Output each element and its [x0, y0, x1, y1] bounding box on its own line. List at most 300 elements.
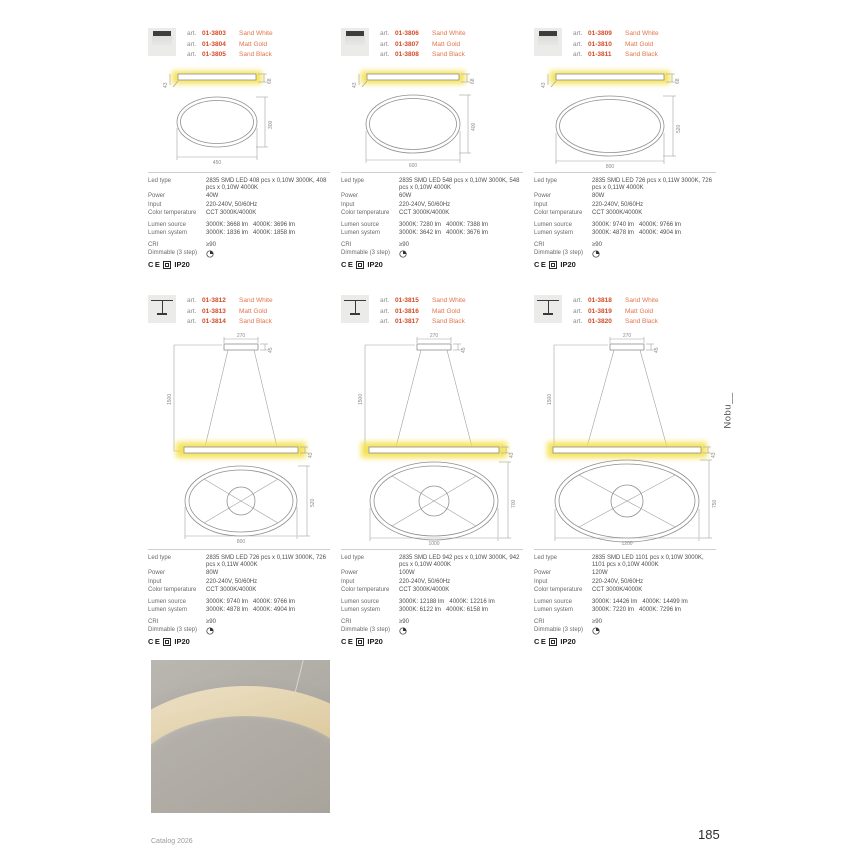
svg-text:520: 520 — [676, 124, 682, 133]
article-finish: Sand Black — [432, 51, 465, 58]
spec-value: 220-240V, 50/60Hz — [206, 201, 258, 208]
catalog-footer: Catalog 2026 — [151, 838, 193, 845]
spec-row — [148, 222, 330, 229]
article-list — [187, 295, 273, 328]
ring-inner-glow — [151, 716, 330, 813]
spec-value: 3000K: 7220 lm 4000K: 7296 lm — [592, 607, 682, 613]
ceiling-mount-icon — [341, 28, 369, 56]
spec-label: Color temperature — [148, 210, 197, 216]
collection-name: Nobu__ — [722, 392, 734, 429]
spec-label: Input — [534, 578, 548, 585]
spec-row — [341, 587, 523, 594]
spec-label: Led type — [341, 178, 365, 184]
article-row — [380, 29, 466, 40]
spec-label: Power — [341, 193, 359, 199]
article-code: 01-3809 — [588, 30, 612, 37]
article-finish: Sand Black — [432, 318, 465, 325]
class2-insulation-icon — [549, 638, 557, 646]
spec-label: Input — [341, 578, 355, 585]
spec-label: Lumen system — [341, 607, 381, 613]
article-row — [573, 29, 659, 40]
spec-value: CCT 3000K/4000K — [206, 210, 257, 216]
spec-value: CCT 3000K/4000K — [399, 587, 450, 593]
spec-label: Input — [148, 201, 162, 208]
spec-label: Lumen system — [534, 607, 574, 613]
svg-text:270: 270 — [236, 333, 246, 339]
spec-row — [534, 555, 716, 568]
spec-table — [534, 549, 716, 646]
svg-text:700: 700 — [511, 499, 517, 508]
spec-value: 3000K: 14426 lm 4000K: 14499 lm — [592, 598, 688, 605]
spec-label: Lumen source — [341, 221, 380, 228]
spec-value: ≥90 — [399, 618, 409, 625]
spec-row — [534, 579, 716, 586]
spec-value: 3000K: 7280 lm 4000K: 7388 lm — [399, 221, 489, 228]
article-row — [380, 307, 466, 318]
article-finish: Sand Black — [239, 318, 272, 325]
product-cell — [148, 28, 341, 271]
article-code: 01-3806 — [395, 30, 419, 37]
svg-text:43: 43 — [308, 452, 314, 458]
art-label: art. — [187, 318, 197, 325]
pendant-mount-icon — [341, 295, 369, 323]
spec-value: 80W — [592, 193, 605, 199]
spec-value: ≥90 — [206, 618, 216, 625]
svg-text:43: 43 — [509, 452, 515, 458]
spec-row — [534, 242, 716, 249]
spec-value: 60W — [399, 193, 412, 199]
svg-text:750: 750 — [712, 499, 718, 508]
spec-row — [148, 242, 330, 249]
product-cell — [148, 295, 341, 648]
art-label: art. — [573, 318, 583, 325]
article-finish: Sand White — [432, 30, 466, 37]
spec-row — [341, 607, 523, 614]
spec-row — [341, 230, 523, 237]
article-row — [380, 317, 466, 328]
spec-label: Color temperature — [341, 587, 390, 593]
article-code: 01-3818 — [588, 297, 612, 304]
art-label: art. — [380, 51, 390, 58]
spec-row — [534, 607, 716, 614]
article-finish: Sand Black — [239, 51, 272, 58]
article-row — [380, 296, 466, 307]
spec-label: Power — [341, 570, 359, 576]
article-row — [187, 317, 273, 328]
spec-value: 220-240V, 50/60Hz — [399, 578, 451, 585]
ce-mark-icon: CE — [148, 636, 162, 646]
product-cell — [534, 28, 727, 271]
art-label: art. — [573, 30, 583, 37]
spec-label: Lumen source — [148, 598, 187, 605]
spec-label: CRI — [341, 618, 352, 625]
spec-label: Input — [534, 201, 548, 208]
spec-row — [341, 250, 523, 258]
ip-rating: IP20 — [560, 636, 576, 646]
certifications — [534, 638, 716, 646]
spec-row — [534, 210, 716, 217]
spec-row — [534, 178, 716, 191]
article-code: 01-3803 — [202, 30, 226, 37]
spec-label: Dimmable (3 step) — [341, 250, 391, 256]
svg-text:43: 43 — [541, 82, 547, 88]
svg-text:1500: 1500 — [167, 393, 173, 405]
svg-text:45: 45 — [268, 347, 274, 353]
article-code: 01-3811 — [588, 51, 612, 58]
svg-text:800: 800 — [605, 164, 615, 170]
art-label: art. — [573, 40, 583, 48]
spec-value: 120W — [592, 570, 608, 576]
class2-insulation-icon — [549, 261, 557, 269]
dimmable-icon — [206, 250, 330, 258]
svg-text:1500: 1500 — [358, 393, 364, 405]
spec-label: Led type — [534, 178, 558, 184]
spec-value: 2835 SMD LED 548 pcs x 0,10W 3000K, 548 pcs x 0,10W 4000K — [399, 178, 522, 191]
spec-label: Power — [148, 570, 166, 576]
svg-text:68: 68 — [267, 78, 273, 84]
spec-row — [534, 202, 716, 209]
spec-label: Led type — [534, 555, 558, 561]
art-label: art. — [187, 30, 197, 37]
spec-label: Color temperature — [534, 210, 583, 216]
technical-drawing — [148, 331, 341, 547]
spec-label: CRI — [534, 618, 545, 625]
spec-row — [341, 619, 523, 626]
spec-row — [148, 599, 330, 606]
spec-value: 2835 SMD LED 942 pcs x 0,10W 3000K, 942 pcs x 0,10W 4000K — [399, 555, 522, 568]
ce-mark-icon: CE — [534, 636, 548, 646]
technical-drawing — [534, 331, 727, 547]
spec-row — [148, 193, 330, 200]
art-label: art. — [187, 297, 197, 304]
article-list — [380, 28, 466, 61]
article-code: 01-3807 — [395, 40, 419, 48]
spec-row — [341, 202, 523, 209]
spec-label: Dimmable (3 step) — [534, 250, 584, 256]
spec-row — [534, 627, 716, 635]
article-finish: Sand White — [239, 30, 273, 37]
article-row — [573, 40, 659, 51]
spec-label: Lumen source — [341, 598, 380, 605]
spec-value: CCT 3000K/4000K — [592, 587, 643, 593]
certifications — [148, 638, 330, 646]
article-code: 01-3810 — [588, 40, 612, 48]
spec-row — [341, 193, 523, 200]
svg-text:68: 68 — [675, 78, 681, 84]
art-label: art. — [187, 51, 197, 58]
article-code: 01-3820 — [588, 318, 612, 325]
spec-row — [534, 619, 716, 626]
spec-row — [148, 607, 330, 614]
pendant-mount-icon — [148, 295, 176, 323]
art-label: art. — [187, 307, 197, 315]
spec-label: Lumen source — [534, 598, 573, 605]
ce-mark-icon: CE — [534, 259, 548, 269]
spec-label: Dimmable (3 step) — [341, 627, 391, 633]
certifications — [148, 261, 330, 269]
class2-insulation-icon — [356, 638, 364, 646]
article-finish: Matt Gold — [625, 40, 654, 48]
svg-text:1200: 1200 — [621, 541, 633, 547]
spec-label: Led type — [148, 555, 172, 561]
dimmable-icon — [206, 627, 330, 635]
dimmable-icon — [399, 627, 523, 635]
spec-row — [341, 570, 523, 577]
class2-insulation-icon — [356, 261, 364, 269]
class2-insulation-icon — [163, 638, 171, 646]
spec-table — [341, 172, 523, 269]
spec-label: Color temperature — [341, 210, 390, 216]
spec-table — [534, 172, 716, 269]
art-label: art. — [380, 297, 390, 304]
spec-row — [148, 619, 330, 626]
article-list — [187, 28, 273, 61]
article-finish: Matt Gold — [239, 40, 268, 48]
article-code: 01-3819 — [588, 307, 612, 315]
article-row — [380, 50, 466, 61]
article-finish: Sand Black — [625, 51, 658, 58]
article-code: 01-3815 — [395, 297, 419, 304]
ip-rating: IP20 — [367, 259, 383, 269]
spec-label: Lumen source — [148, 221, 187, 228]
spec-value: 3000K: 6122 lm 4000K: 6158 lm — [399, 607, 489, 613]
spec-row — [341, 579, 523, 586]
ce-mark-icon: CE — [341, 259, 355, 269]
spec-row — [341, 242, 523, 249]
spec-row — [148, 627, 330, 635]
spec-value: ≥90 — [592, 241, 602, 248]
spec-label: CRI — [148, 618, 159, 625]
spec-value: 2835 SMD LED 726 pcs x 0,11W 3000K, 726 pcs x 0,11W 4000K — [592, 178, 714, 191]
art-label: art. — [573, 51, 583, 58]
certifications — [341, 638, 523, 646]
product-cell — [534, 295, 727, 648]
spec-row — [341, 210, 523, 217]
spec-row — [534, 222, 716, 229]
ceiling-mount-icon — [148, 28, 176, 56]
spec-value: 100W — [399, 570, 415, 576]
spec-row — [534, 599, 716, 606]
article-code: 01-3804 — [202, 40, 226, 48]
spec-label: Lumen system — [148, 230, 188, 236]
article-list — [380, 295, 466, 328]
svg-text:45: 45 — [461, 347, 467, 353]
spec-value: CCT 3000K/4000K — [592, 210, 643, 216]
article-row — [380, 40, 466, 51]
svg-text:270: 270 — [429, 333, 439, 339]
spec-label: Power — [534, 570, 552, 576]
spec-value: 3000K: 9740 lm 4000K: 9766 lm — [206, 598, 296, 605]
spec-label: Lumen system — [534, 230, 574, 236]
article-row — [573, 296, 659, 307]
art-label: art. — [380, 318, 390, 325]
article-finish: Sand Black — [625, 318, 658, 325]
art-label: art. — [380, 40, 390, 48]
certifications — [341, 261, 523, 269]
article-code: 01-3816 — [395, 307, 419, 315]
spec-value: 3000K: 1836 lm 4000K: 1858 lm — [206, 230, 296, 236]
spec-row — [341, 555, 523, 568]
ce-mark-icon: CE — [148, 259, 162, 269]
spec-row — [341, 627, 523, 635]
svg-text:45: 45 — [654, 347, 660, 353]
spec-row — [534, 230, 716, 237]
spec-table — [148, 549, 330, 646]
spec-value: 2835 SMD LED 1101 pcs x 0,10W 3000K, 1101 pcs x 0,10W 4000K — [592, 555, 706, 568]
ip-rating: IP20 — [174, 636, 190, 646]
spec-label: Led type — [341, 555, 365, 561]
svg-text:43: 43 — [711, 452, 717, 458]
spec-row — [341, 222, 523, 229]
spec-row — [148, 587, 330, 594]
svg-text:68: 68 — [470, 78, 476, 84]
spec-label: Color temperature — [148, 587, 197, 593]
spec-label: Led type — [148, 178, 172, 184]
article-code: 01-3805 — [202, 51, 226, 58]
article-list — [573, 295, 659, 328]
art-label: art. — [380, 307, 390, 315]
spec-value: 3000K: 4878 lm 4000K: 4904 lm — [592, 230, 682, 236]
spec-value: ≥90 — [592, 618, 602, 625]
spec-label: Input — [341, 201, 355, 208]
spec-value: 80W — [206, 570, 219, 576]
article-finish: Sand White — [239, 297, 273, 304]
article-finish: Sand White — [432, 297, 466, 304]
page-number: 185 — [698, 827, 720, 842]
article-code: 01-3814 — [202, 318, 226, 325]
article-finish: Matt Gold — [432, 40, 461, 48]
dimmable-icon — [592, 627, 716, 635]
ceiling-mount-icon — [534, 28, 562, 56]
spec-label: Power — [534, 193, 552, 199]
spec-row — [148, 202, 330, 209]
article-row — [187, 307, 273, 318]
spec-label: Input — [148, 578, 162, 585]
dimmable-icon — [399, 250, 523, 258]
spec-value: CCT 3000K/4000K — [206, 587, 257, 593]
spec-row — [148, 178, 330, 191]
spec-row — [534, 587, 716, 594]
svg-text:520: 520 — [310, 498, 316, 507]
spec-row — [148, 570, 330, 577]
spec-label: CRI — [341, 241, 352, 248]
spec-value: 220-240V, 50/60Hz — [399, 201, 451, 208]
article-code: 01-3813 — [202, 307, 226, 315]
spec-value: 220-240V, 50/60Hz — [206, 578, 258, 585]
spec-value: CCT 3000K/4000K — [399, 210, 450, 216]
spec-row — [148, 230, 330, 237]
spec-label: Dimmable (3 step) — [148, 627, 198, 633]
spec-label: Power — [148, 193, 166, 199]
article-list — [573, 28, 659, 61]
certifications — [534, 261, 716, 269]
article-row — [187, 296, 273, 307]
spec-table — [341, 549, 523, 646]
pendant-mount-icon — [534, 295, 562, 323]
spec-value: 220-240V, 50/60Hz — [592, 578, 644, 585]
article-code: 01-3817 — [395, 318, 419, 325]
spec-label: Lumen source — [534, 221, 573, 228]
svg-text:270: 270 — [622, 333, 632, 339]
spec-value: ≥90 — [399, 241, 409, 248]
spec-row — [341, 599, 523, 606]
article-finish: Sand White — [625, 297, 659, 304]
spec-label: Lumen system — [341, 230, 381, 236]
spec-row — [534, 193, 716, 200]
art-label: art. — [573, 307, 583, 315]
svg-text:400: 400 — [471, 122, 477, 131]
spec-table — [148, 172, 330, 269]
technical-drawing — [341, 331, 534, 547]
article-row — [573, 50, 659, 61]
spec-label: Lumen system — [148, 607, 188, 613]
ip-rating: IP20 — [367, 636, 383, 646]
product-photo — [151, 660, 330, 813]
spec-label: CRI — [148, 241, 159, 248]
spec-row — [148, 250, 330, 258]
svg-text:300: 300 — [268, 120, 274, 129]
art-label: art. — [380, 30, 390, 37]
article-finish: Sand White — [625, 30, 659, 37]
spec-value: ≥90 — [206, 241, 216, 248]
svg-text:43: 43 — [352, 82, 358, 88]
article-finish: Matt Gold — [625, 307, 654, 315]
article-row — [187, 40, 273, 51]
technical-drawing — [534, 64, 727, 170]
art-label: art. — [573, 297, 583, 304]
dimmable-icon — [592, 250, 716, 258]
article-code: 01-3808 — [395, 51, 419, 58]
spec-row — [148, 579, 330, 586]
spec-value: 3000K: 9740 lm 4000K: 9766 lm — [592, 221, 682, 228]
spec-row — [534, 570, 716, 577]
spec-value: 2835 SMD LED 408 pcs x 0,10W 3000K, 408 pcs x 0,10W 4000K — [206, 178, 329, 191]
ip-rating: IP20 — [174, 259, 190, 269]
spec-row — [534, 250, 716, 258]
spec-row — [341, 178, 523, 191]
spec-value: 220-240V, 50/60Hz — [592, 201, 644, 208]
spec-label: CRI — [534, 241, 545, 248]
article-row — [187, 50, 273, 61]
article-row — [573, 307, 659, 318]
article-row — [573, 317, 659, 328]
article-row — [187, 29, 273, 40]
spec-label: Dimmable (3 step) — [534, 627, 584, 633]
ce-mark-icon: CE — [341, 636, 355, 646]
svg-text:600: 600 — [408, 163, 418, 169]
spec-value: 3000K: 3668 lm 4000K: 3696 lm — [206, 221, 296, 228]
art-label: art. — [187, 40, 197, 48]
spec-label: Dimmable (3 step) — [148, 250, 198, 256]
article-finish: Matt Gold — [432, 307, 461, 315]
spec-value: 40W — [206, 193, 219, 199]
spec-value: 3000K: 3642 lm 4000K: 3676 lm — [399, 230, 489, 236]
product-cell — [341, 28, 534, 271]
article-finish: Matt Gold — [239, 307, 268, 315]
technical-drawing — [341, 64, 534, 170]
spec-label: Color temperature — [534, 587, 583, 593]
technical-drawing — [148, 64, 341, 170]
article-code: 01-3812 — [202, 297, 226, 304]
class2-insulation-icon — [163, 261, 171, 269]
svg-text:1500: 1500 — [547, 393, 553, 405]
svg-text:43: 43 — [163, 82, 169, 88]
spec-row — [148, 555, 330, 568]
product-cell — [341, 295, 534, 648]
spec-value: 3000K: 4878 lm 4000K: 4904 lm — [206, 607, 296, 613]
svg-text:800: 800 — [236, 539, 246, 545]
svg-text:450: 450 — [212, 160, 222, 166]
